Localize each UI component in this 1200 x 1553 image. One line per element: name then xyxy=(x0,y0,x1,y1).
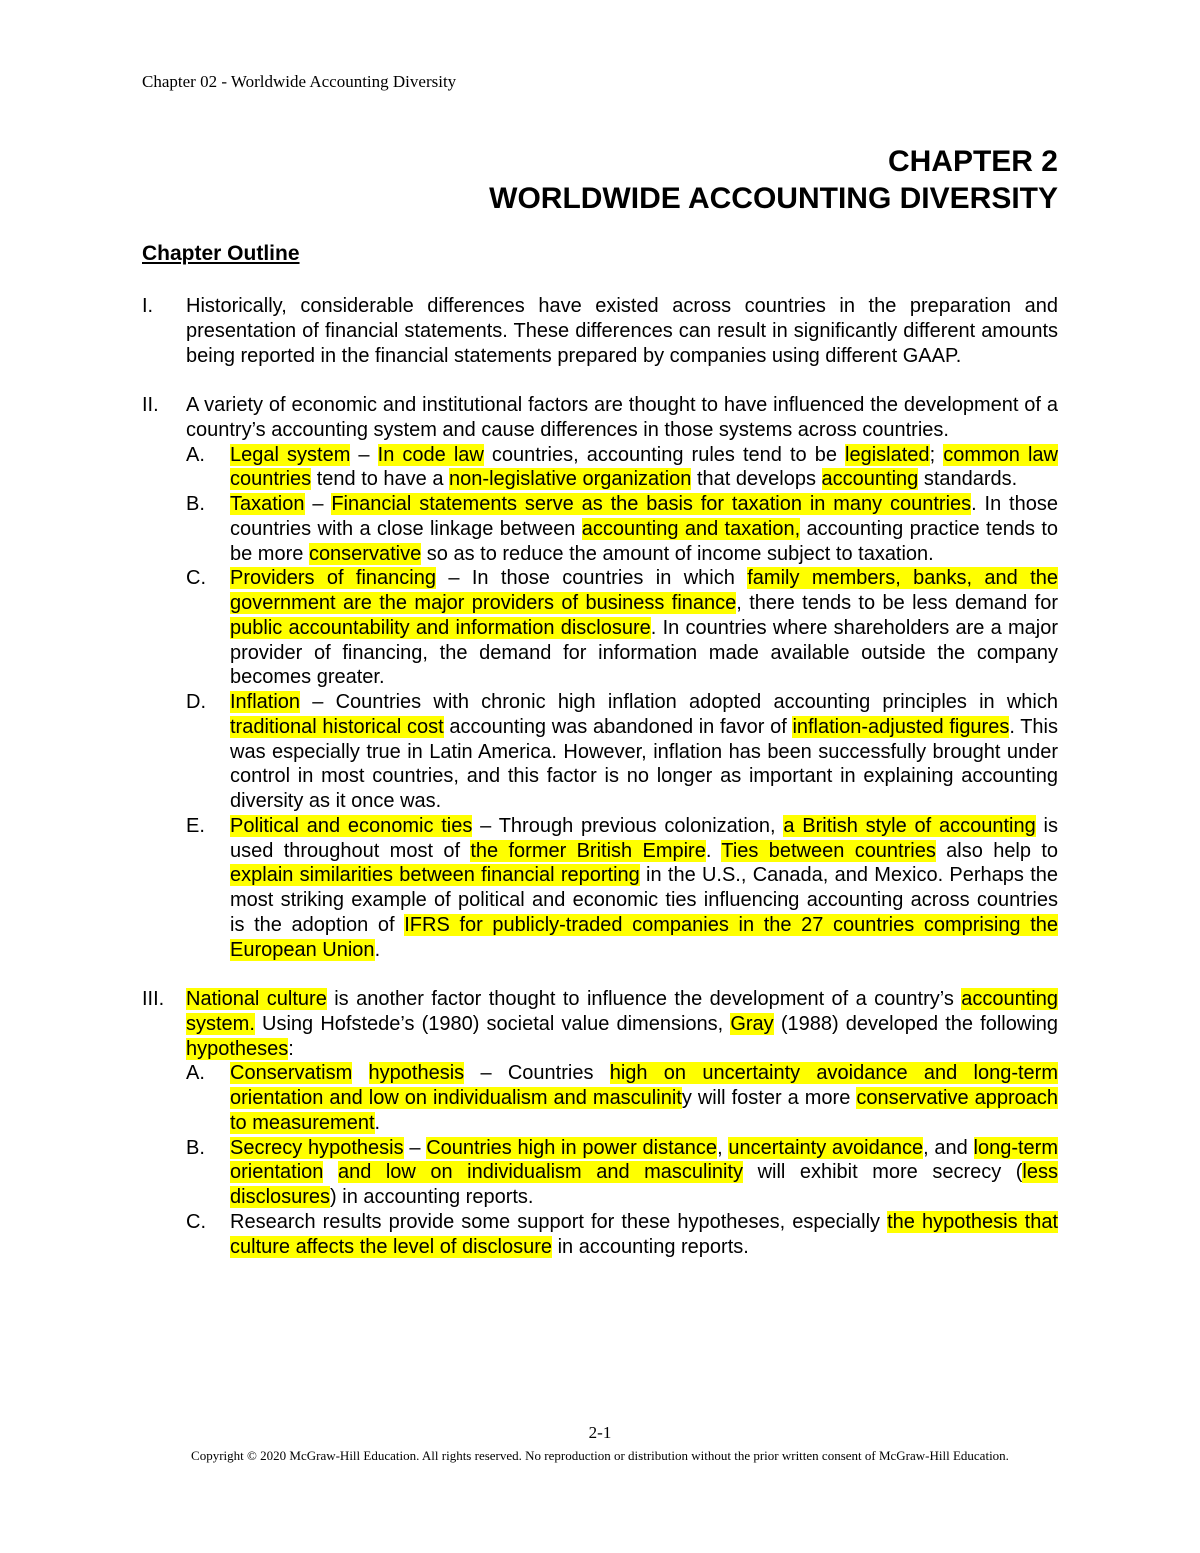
copyright-notice: Copyright © 2020 McGraw-Hill Education. All rights reserved. No reproduction or distribution without the prior written consent of McGraw-Hill Education. xyxy=(191,1448,1009,1463)
chapter-title: WORLDWIDE ACCOUNTING DIVERSITY xyxy=(489,182,1058,215)
subpoint-text: Secrecy hypothesis – Countries high in power distance, uncertainty avoidance, and long-term orientation and low on individualism and masculinity will exhibit more secrecy (less disclosures) in accounting reports. xyxy=(230,1136,1058,1208)
chapter-outline xyxy=(142,294,1058,1284)
section-numeral: II. xyxy=(142,394,159,416)
subpoint-secrecy-hypothesis xyxy=(186,1136,1058,1210)
highlighted-text: National culture xyxy=(186,988,327,1010)
chapter-number: CHAPTER 2 xyxy=(887,145,1058,178)
highlighted-text: Countries high in power distance xyxy=(426,1136,718,1159)
highlighted-text: traditional historical cost xyxy=(230,715,444,738)
subpoint-text: Taxation – Financial statements serve as the basis for taxation in many countries. In those countries with a close linkage between accounting and taxation, accounting practice tends to be more conservative so as to reduce the amount of income subject to taxation. xyxy=(230,493,1059,565)
page-number: 2-1 xyxy=(588,1423,612,1442)
section-1-text: Historically, considerable differences have existed across countries in the preparation and presentation of financial statements. These differences can result in significantly different amounts being reported in the financial statements prepared by companies using different GAAP. xyxy=(186,295,1058,367)
outline-section-2 xyxy=(142,393,1058,962)
highlighted-text: Providers of financing xyxy=(230,567,436,590)
highlighted-text: hypotheses xyxy=(186,1037,289,1060)
subpoint-letter: E. xyxy=(186,814,205,837)
subpoint-letter: C. xyxy=(186,1210,206,1233)
highlighted-text: accounting xyxy=(821,468,919,491)
subpoint-text: Legal system – In code law countries, accounting rules tend to be legislated; common law countries tend to have a non-legislative organization that develops accounting standards. xyxy=(230,443,1058,491)
highlighted-text: legislated xyxy=(845,443,930,466)
outline-section-3 xyxy=(142,987,1058,1259)
highlighted-text: long-term orientation xyxy=(230,1136,1058,1184)
subpoint-letter: B. xyxy=(186,1136,205,1159)
highlighted-text: accounting and taxation, xyxy=(581,517,801,540)
page-footer xyxy=(142,1423,1058,1464)
subpoint-letter: A. xyxy=(186,1062,205,1085)
highlighted-text: high on uncertainty avoidance and long-term orientation and low on individualism and masculinit xyxy=(230,1062,1059,1109)
highlighted-text: IFRS for publicly-traded companies in the 27 countries comprising the European Union xyxy=(230,913,1059,961)
subpoint-text: Providers of financing – In those countries in which family members, banks, and the government are the major providers of business finance, there tends to be less demand for public accountability and information disclosure. In countries where shareholders are a major provider of financing, the demand for information made available outside the company becomes greater. xyxy=(230,567,1059,689)
highlighted-text: Ties between countries xyxy=(721,839,936,862)
highlighted-text: non-legislative organization xyxy=(449,468,692,491)
highlighted-text: accounting system. xyxy=(186,988,1058,1035)
outline-heading: Chapter Outline xyxy=(142,242,300,265)
subpoint-taxation xyxy=(186,492,1058,566)
highlighted-text: Taxation xyxy=(230,493,305,515)
subpoint-legal-system xyxy=(186,443,1058,493)
highlighted-text: Secrecy hypothesis xyxy=(230,1136,404,1159)
subpoint-letter: D. xyxy=(186,691,206,713)
outline-section-1 xyxy=(142,294,1058,368)
highlighted-text: Inflation xyxy=(230,691,301,713)
highlighted-text: the hypothesis that culture affects the level of disclosure xyxy=(230,1210,1059,1258)
subpoint-letter: C. xyxy=(186,567,206,590)
subpoint-conservatism-hypothesis xyxy=(186,1061,1058,1135)
section-numeral: I. xyxy=(142,295,154,317)
highlighted-text: In code law xyxy=(377,443,484,466)
highlighted-text: Financial statements serve as the basis for taxation in many countries xyxy=(331,493,972,515)
running-head: Chapter 02 - Worldwide Accounting Diversity xyxy=(142,72,457,91)
highlighted-text: common law countries xyxy=(230,443,1058,491)
highlighted-text: Political and economic ties xyxy=(230,814,473,837)
highlighted-text: Legal system xyxy=(230,443,351,466)
subpoint-text: Conservatism hypothesis – Countries high on uncertainty avoidance and long-term orientation and low on individualism and masculinity will foster a more conservative approach to measurement. xyxy=(230,1062,1059,1134)
chapter-title-block xyxy=(489,143,1058,217)
highlighted-text: conservative approach to measurement xyxy=(230,1087,1059,1134)
highlighted-text: inflation-adjusted figures xyxy=(792,715,1010,738)
highlighted-text: less disclosures xyxy=(230,1161,1058,1208)
highlighted-text: public accountability and information disclosure xyxy=(230,616,651,639)
subpoint-text: Political and economic ties – Through previous colonization, a British style of accounting is used throughout most of the former British Empire. Ties between countries also help to explain similarities between financial reporting in the U.S., Canada, and Mexico. Perhaps the most striking example of political and economic ties influencing accounting across countries is the adoption of IFRS for publicly-traded companies in the 27 countries comprising the European Union. xyxy=(230,814,1059,961)
highlighted-text: Conservatism xyxy=(230,1062,353,1085)
section-3-intro: National culture is another factor thought to influence the development of a country’s accounting system. Using Hofstede’s (1980) societal value dimensions, Gray (1988) developed the following hypotheses: xyxy=(186,988,1059,1060)
highlighted-text: the former British Empire xyxy=(470,839,706,862)
highlighted-text: conservative xyxy=(308,542,422,565)
highlighted-text: family members, banks, and the government are the major providers of business finance xyxy=(230,567,1058,614)
subpoint-political-economic-ties xyxy=(186,814,1058,963)
highlighted-text: hypothesis xyxy=(368,1062,465,1085)
highlighted-text: uncertainty avoidance xyxy=(728,1136,924,1159)
highlighted-text: and low on individualism and masculinity xyxy=(337,1161,744,1184)
highlighted-text: explain similarities between financial reporting xyxy=(230,864,640,887)
section-2-intro: A variety of economic and institutional factors are thought to have influenced the development of a country’s accounting system and cause differences in those systems across countries. xyxy=(186,394,1058,441)
subpoint-letter: A. xyxy=(186,443,205,466)
subpoint-text: Research results provide some support for these hypotheses, especially the hypothesis that culture affects the level of disclosure in accounting reports. xyxy=(230,1210,1059,1258)
highlighted-text: Gray xyxy=(730,1012,774,1035)
highlighted-text: a British style of accounting xyxy=(783,814,1036,837)
subpoint-providers-of-financing xyxy=(186,566,1058,690)
section-numeral: III. xyxy=(142,988,165,1010)
subpoint-text: Inflation – Countries with chronic high inflation adopted accounting principles in which traditional historical cost accounting was abandoned in favor of inflation-adjusted figures. This was especially true in Latin America. However, inflation has been successfully brought under control in most countries, and this factor is no longer as important in explaining accounting diversity as it once was. xyxy=(230,691,1058,812)
subpoint-letter: B. xyxy=(186,493,205,515)
subpoint-research-results xyxy=(186,1210,1058,1260)
subpoint-inflation xyxy=(186,690,1058,814)
